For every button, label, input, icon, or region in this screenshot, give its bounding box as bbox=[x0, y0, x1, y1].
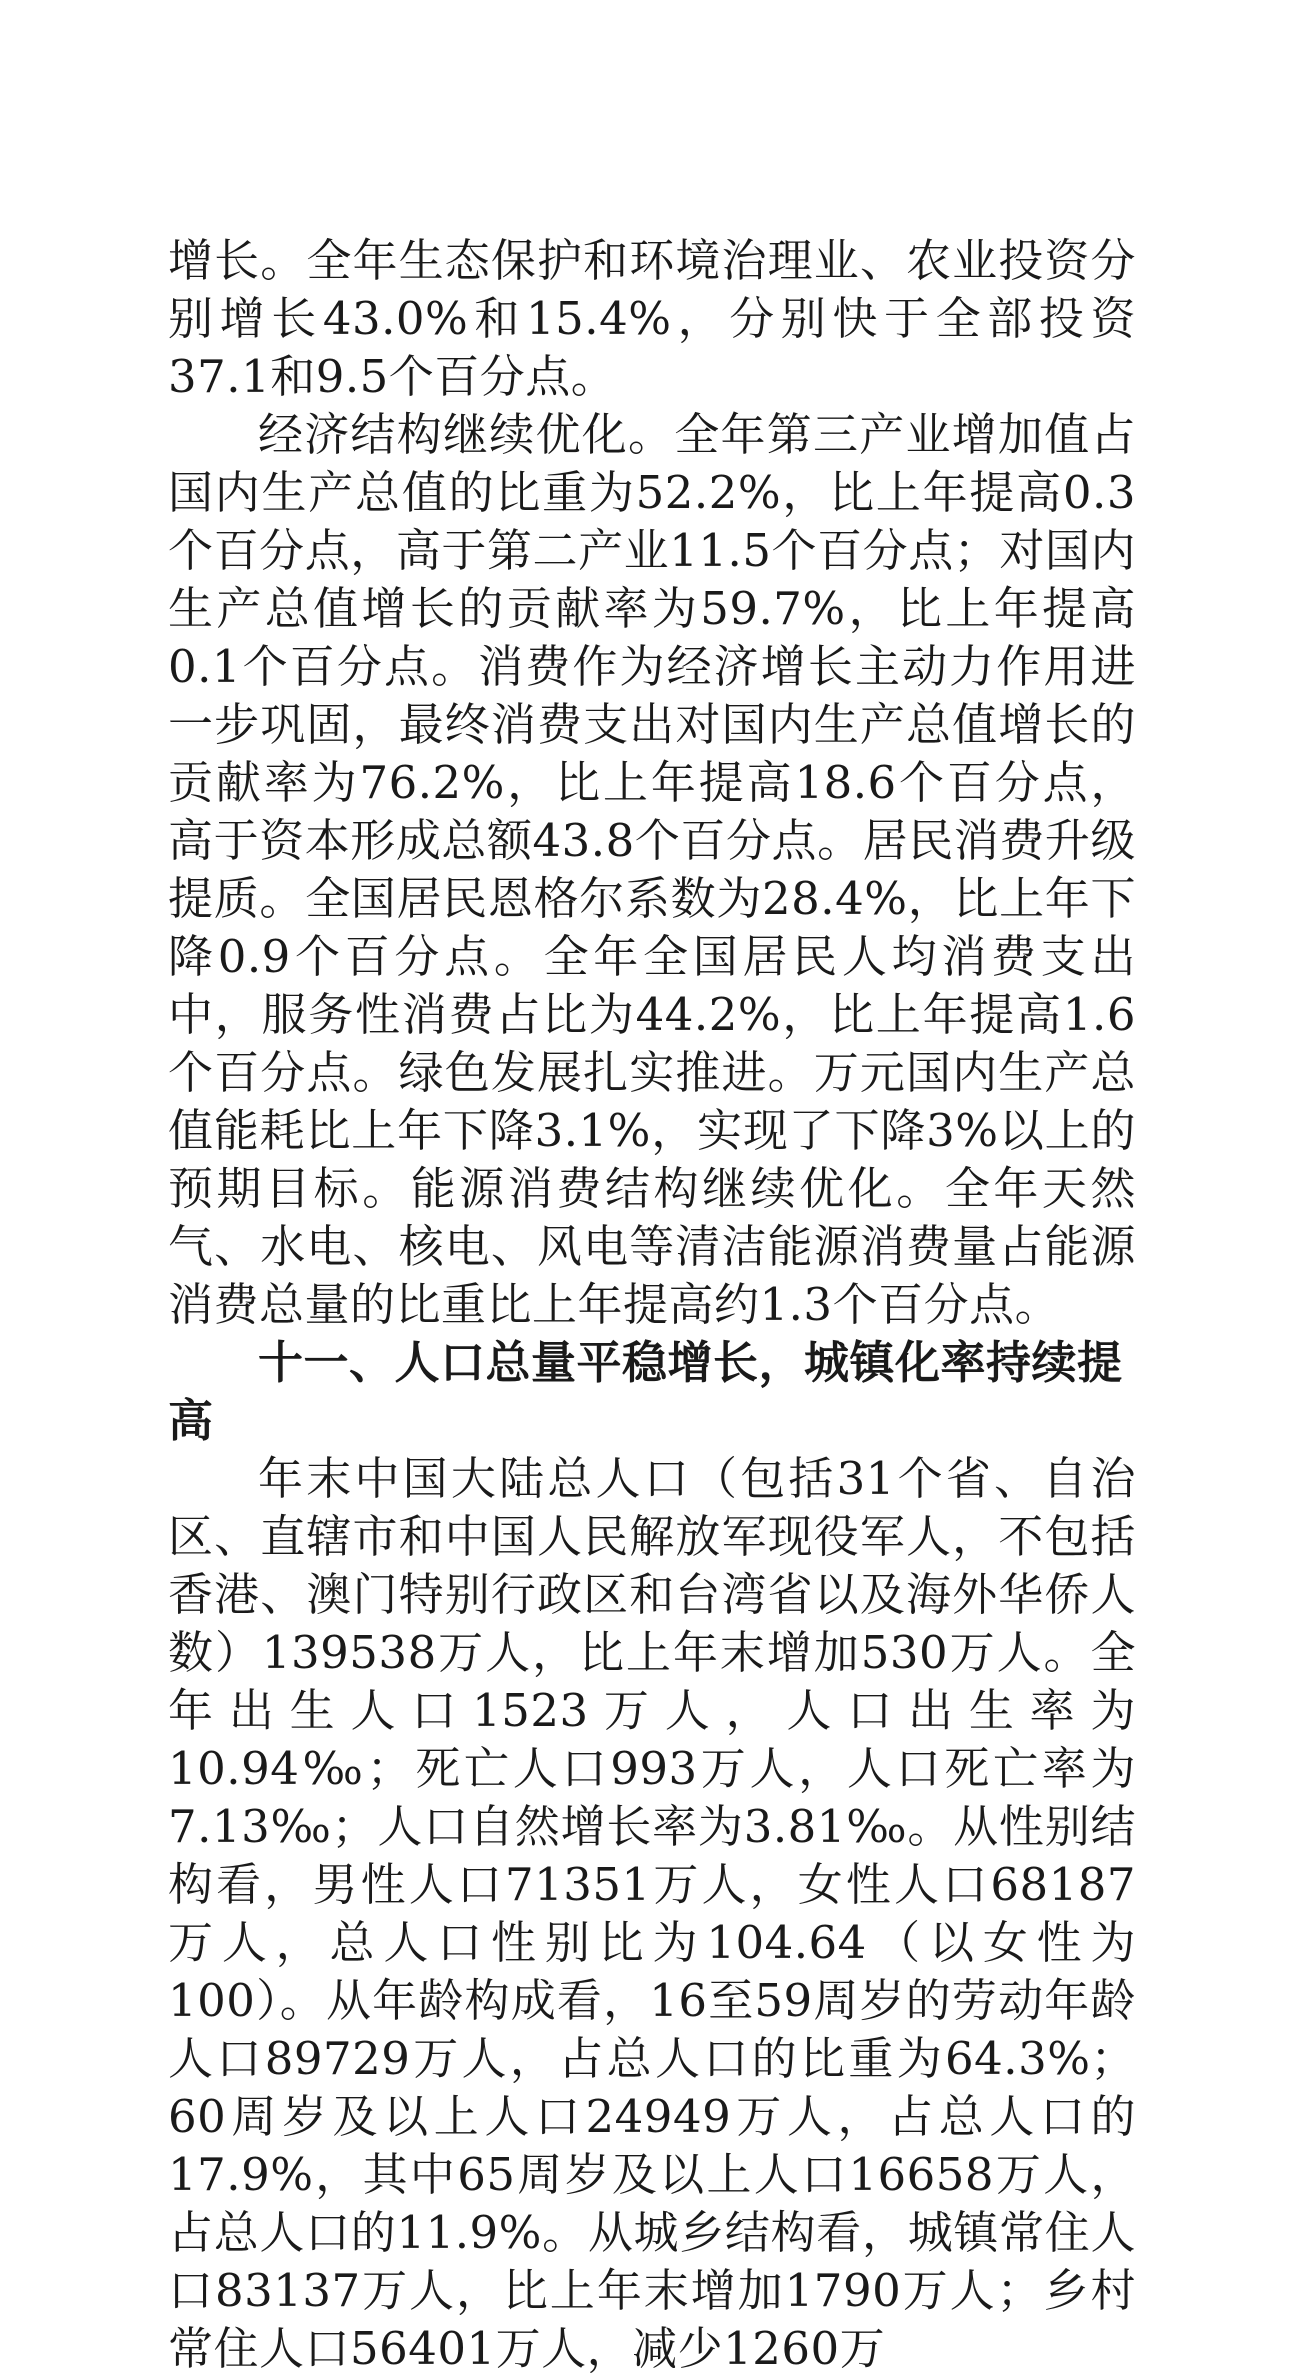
paragraph-population: 年末中国大陆总人口（包括31个省、自治区、直辖市和中国人民解放军现役军人，不包括香港、澳门特别行政区和台湾省以及海外华侨人数）139538万人，比上年末增加530万人。全年出生人口1523万人，人口出生率为10.94‰；死亡人口993万人，人口死亡率为7.13‰；人口自然增长率为3.81‰。从性别结构看，男性人口71351万人，女性人口68187万人，总人口性别比为104.64（以女性为100）。从年龄构成看，16至59周岁的劳动年龄人口89729万人，占总人口的比重为64.3%；60周岁及以上人口24949万人，占总人口的17.9%，其中65周岁及以上人口16658万人，占总人口的11.9%。从城乡结构看，城镇常住人口83137万人，比上年末增加1790万人；乡村常住人口56401万人，减少1260万 bbox=[168, 1452, 1136, 2375]
paragraph-investment: 增长。全年生态保护和环境治理业、农业投资分别增长43.0%和15.4%，分别快于全部投资37.1和9.5个百分点。 bbox=[168, 234, 1136, 403]
paragraph-economic-structure: 经济结构继续优化。全年第三产业增加值占国内生产总值的比重为52.2%，比上年提高0.3个百分点，高于第二产业11.5个百分点；对国内生产总值增长的贡献率为59.7%，比上年提高0.1个百分点。消费作为经济增长主动力作用进一步巩固，最终消费支出对国内生产总值增长的贡献率为76.2%，比上年提高18.6个百分点，高于资本形成总额43.8个百分点。居民消费升级提质。全国居民恩格尔系数为28.4%，比上年下降0.9个百分点。全年全国居民人均消费支出中，服务性消费占比为44.2%，比上年提高1.6个百分点。绿色发展扎实推进。万元国内生产总值能耗比上年下降3.1%，实现了下降3%以上的预期目标。能源消费结构继续优化。全年天然气、水电、核电、风电等清洁能源消费量占能源消费总量的比重比上年提高约1.3个百分点。 bbox=[168, 408, 1136, 1331]
section-heading: 十一、人口总量平稳增长，城镇化率持续提高 bbox=[168, 1336, 1123, 1447]
document-page bbox=[168, 232, 1136, 2378]
